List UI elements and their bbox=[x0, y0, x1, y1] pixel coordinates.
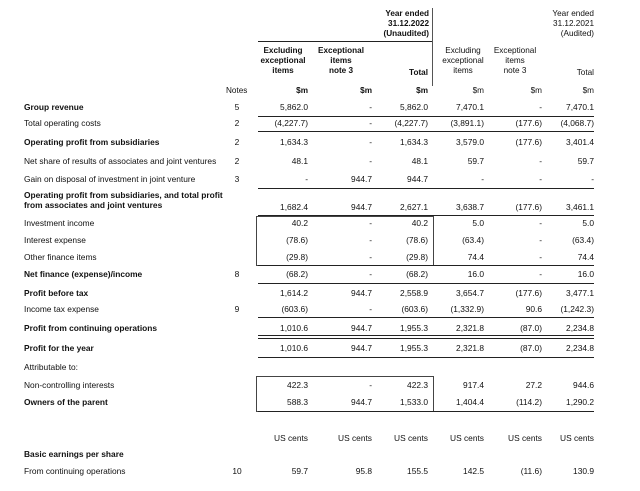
row-value-col-6: 3,461.1 bbox=[566, 202, 594, 212]
table-row bbox=[0, 343, 640, 357]
table-row bbox=[0, 304, 640, 318]
col-2021-exceptional bbox=[488, 46, 542, 76]
row-label bbox=[24, 343, 94, 353]
table-row bbox=[0, 235, 640, 249]
row-label bbox=[24, 156, 216, 166]
row-value-col-5: 27.2 bbox=[525, 380, 542, 390]
row-value-col-5: - bbox=[539, 252, 542, 262]
col-2022-exceptional bbox=[314, 46, 368, 76]
row-value-col-3: 422.3 bbox=[407, 380, 428, 390]
table-row bbox=[0, 288, 640, 302]
row-value-col-4: US cents bbox=[450, 433, 484, 443]
rule-after-revenue bbox=[258, 116, 594, 117]
row-value-col-1: 59.7 bbox=[291, 466, 308, 476]
row-value-col-5: - bbox=[539, 156, 542, 166]
row-value-col-2: - bbox=[369, 304, 372, 314]
col-2022-exc-l2: items bbox=[330, 56, 352, 65]
header-year-2022-line3: (Unaudited) bbox=[383, 29, 429, 38]
row-value-col-5: (11.6) bbox=[520, 466, 542, 476]
row-label bbox=[24, 137, 159, 147]
col-2021-excl-l1: Excluding bbox=[445, 46, 481, 55]
table-row bbox=[0, 449, 640, 463]
row-value-col-6: 2,234.8 bbox=[566, 323, 594, 333]
row-value-col-5: - bbox=[539, 102, 542, 112]
row-value-col-3: 1,634.3 bbox=[400, 137, 428, 147]
row-label bbox=[24, 288, 88, 298]
row-value-col-1: 1,010.6 bbox=[280, 323, 308, 333]
col-2021-exc-l3: note 3 bbox=[503, 66, 527, 75]
row-note: 8 bbox=[234, 269, 240, 279]
row-label-text-line2: from associates and joint ventures bbox=[24, 200, 163, 210]
header-year-2021-line1: Year ended bbox=[552, 9, 594, 18]
row-value-col-6: 59.7 bbox=[577, 156, 594, 166]
row-value-col-6: - bbox=[591, 174, 594, 184]
table-row bbox=[0, 397, 640, 411]
table-row bbox=[0, 118, 640, 132]
row-note: 10 bbox=[232, 466, 242, 476]
row-value-col-6: 2,234.8 bbox=[566, 343, 594, 353]
row-value-col-3: (4,227.7) bbox=[394, 118, 428, 128]
rule-before-finance bbox=[258, 215, 594, 216]
row-value-col-1: (29.8) bbox=[286, 252, 308, 262]
row-value-col-4: (3,891.1) bbox=[450, 118, 484, 128]
row-value-col-2: US cents bbox=[338, 433, 372, 443]
row-label bbox=[24, 323, 157, 333]
row-value-col-3: (78.6) bbox=[406, 235, 428, 245]
rule-after-other-finance bbox=[258, 265, 594, 266]
row-value-col-1: (603.6) bbox=[281, 304, 308, 314]
row-value-col-6: (63.4) bbox=[572, 235, 594, 245]
row-value-col-4: 3,638.7 bbox=[456, 202, 484, 212]
col-2022-exc-l1: Exceptional bbox=[318, 46, 364, 55]
unit-2021-total: $m bbox=[582, 86, 594, 95]
row-value-col-4: 59.7 bbox=[467, 156, 484, 166]
row-label bbox=[24, 304, 99, 314]
row-value-col-4: 7,470.1 bbox=[456, 102, 484, 112]
row-value-col-4: 2,321.8 bbox=[456, 343, 484, 353]
row-label-text: Profit for the year bbox=[24, 343, 94, 353]
row-value-col-2: 944.7 bbox=[351, 323, 372, 333]
row-value-col-2: - bbox=[369, 137, 372, 147]
row-label-text: Investment income bbox=[24, 218, 95, 228]
row-value-col-3: US cents bbox=[394, 433, 428, 443]
row-value-col-3: 48.1 bbox=[411, 156, 428, 166]
table-row bbox=[0, 156, 640, 170]
row-value-col-5: (177.6) bbox=[515, 137, 542, 147]
row-label bbox=[24, 118, 101, 128]
row-value-col-6: 3,401.4 bbox=[566, 137, 594, 147]
row-value-col-2: - bbox=[369, 380, 372, 390]
row-label bbox=[24, 190, 223, 210]
row-note: 5 bbox=[234, 102, 240, 112]
row-value-col-6: 5.0 bbox=[582, 218, 594, 228]
row-value-col-6: 130.9 bbox=[573, 466, 594, 476]
row-value-col-4: (1,332.9) bbox=[450, 304, 484, 314]
table-row bbox=[0, 433, 640, 447]
row-label-text: Non-controlling interests bbox=[24, 380, 115, 390]
row-label-text: Total operating costs bbox=[24, 118, 101, 128]
col-2021-excl-l2: exceptional bbox=[442, 56, 484, 65]
row-label bbox=[24, 380, 114, 390]
row-label bbox=[24, 362, 78, 372]
row-value-col-3: 2,627.1 bbox=[400, 202, 428, 212]
row-value-col-5: - bbox=[539, 269, 542, 279]
row-value-col-3: 1,533.0 bbox=[400, 397, 428, 407]
rule-after-gain bbox=[258, 188, 594, 189]
header-year-2021-line3: (Audited) bbox=[560, 29, 594, 38]
row-value-col-3: (603.6) bbox=[401, 304, 428, 314]
row-value-col-6: 7,470.1 bbox=[566, 102, 594, 112]
table-row bbox=[0, 218, 640, 232]
row-value-col-2: 944.7 bbox=[351, 288, 372, 298]
row-label-text: Gain on disposal of investment in joint venture bbox=[24, 174, 196, 184]
row-value-col-5: (87.0) bbox=[520, 323, 542, 333]
header-year-2021-line2: 31.12.2021 bbox=[553, 19, 594, 28]
row-value-col-2: - bbox=[369, 118, 372, 128]
row-note: 2 bbox=[234, 118, 240, 128]
row-value-col-5: (177.6) bbox=[515, 202, 542, 212]
table-row bbox=[0, 174, 640, 188]
row-value-col-2: 944.7 bbox=[351, 343, 372, 353]
row-value-col-4: 3,654.7 bbox=[456, 288, 484, 298]
col-2022-excl-l2: exceptional bbox=[260, 56, 306, 65]
row-value-col-5: 90.6 bbox=[525, 304, 542, 314]
row-value-col-1: (4,227.7) bbox=[274, 118, 308, 128]
row-label bbox=[24, 102, 84, 112]
table-row bbox=[0, 362, 640, 376]
rule-after-profit-year bbox=[258, 357, 594, 358]
table-row bbox=[0, 466, 640, 480]
row-label-text: Interest expense bbox=[24, 235, 86, 245]
header-year-2022-line1: Year ended bbox=[385, 9, 429, 18]
col-2021-total: Total bbox=[576, 68, 594, 77]
row-note: 2 bbox=[234, 137, 240, 147]
row-label-text: Operating profit from subsidiaries bbox=[24, 137, 160, 147]
row-value-col-4: 2,321.8 bbox=[456, 323, 484, 333]
row-value-col-2: 944.7 bbox=[351, 174, 372, 184]
col-2021-exc-l1: Exceptional bbox=[493, 46, 537, 55]
notes-header: Notes bbox=[226, 86, 248, 95]
table-row bbox=[0, 190, 640, 214]
row-value-col-4: 16.0 bbox=[467, 269, 484, 279]
row-label bbox=[24, 466, 126, 476]
row-label-text: Profit from continuing operations bbox=[24, 323, 158, 333]
row-label-text: Attributable to: bbox=[24, 362, 79, 372]
row-value-col-1: (68.2) bbox=[286, 269, 308, 279]
row-value-col-1: 1,010.6 bbox=[280, 343, 308, 353]
row-value-col-4: - bbox=[481, 174, 484, 184]
row-value-col-6: 1,290.2 bbox=[566, 397, 594, 407]
row-value-col-5: - bbox=[539, 235, 542, 245]
header-year-2022-line2: 31.12.2022 bbox=[388, 19, 429, 28]
header-year-2022 bbox=[372, 9, 429, 39]
row-value-col-1: US cents bbox=[274, 433, 308, 443]
row-value-col-3: 40.2 bbox=[411, 218, 428, 228]
row-value-col-6: (1,242.3) bbox=[560, 304, 594, 314]
rule-after-net-finance bbox=[258, 283, 594, 284]
row-value-col-1: 422.3 bbox=[287, 380, 308, 390]
row-value-col-4: (63.4) bbox=[462, 235, 484, 245]
row-value-col-5: (177.6) bbox=[515, 118, 542, 128]
row-value-col-4: 917.4 bbox=[463, 380, 484, 390]
col-2022-excl-l3: items bbox=[272, 66, 294, 75]
rule-after-opcosts bbox=[258, 131, 594, 132]
row-label bbox=[24, 235, 86, 245]
rule-after-owners bbox=[258, 411, 594, 412]
unit-2022-total: $m bbox=[416, 86, 428, 95]
row-value-col-5: (177.6) bbox=[515, 288, 542, 298]
row-label bbox=[24, 397, 108, 407]
row-value-col-3: 1,955.3 bbox=[400, 343, 428, 353]
row-value-col-1: 588.3 bbox=[287, 397, 308, 407]
row-value-col-3: 155.5 bbox=[407, 466, 428, 476]
row-value-col-4: 1,404.4 bbox=[456, 397, 484, 407]
row-label bbox=[24, 252, 97, 262]
row-note: 2 bbox=[234, 156, 240, 166]
row-value-col-1: 1,614.2 bbox=[280, 288, 308, 298]
unit-2022-excl: $m bbox=[296, 86, 308, 95]
row-value-col-3: 2,558.9 bbox=[400, 288, 428, 298]
row-value-col-6: 944.6 bbox=[573, 380, 594, 390]
row-value-col-2: - bbox=[369, 252, 372, 262]
row-value-col-6: 3,477.1 bbox=[566, 288, 594, 298]
row-value-col-2: 944.7 bbox=[351, 202, 372, 212]
row-label-text: Net share of results of associates and joint ventures bbox=[24, 156, 217, 166]
row-value-col-5: (114.2) bbox=[516, 397, 542, 407]
row-value-col-5: (87.0) bbox=[520, 343, 542, 353]
row-value-col-5: US cents bbox=[508, 433, 542, 443]
row-label-text: Basic earnings per share bbox=[24, 449, 124, 459]
col-2021-exc-l2: items bbox=[505, 56, 525, 65]
row-label-text: Income tax expense bbox=[24, 304, 99, 314]
row-label bbox=[24, 174, 195, 184]
rule-double-1 bbox=[258, 335, 594, 336]
col-2021-excl-l3: items bbox=[453, 66, 473, 75]
row-value-col-2: - bbox=[369, 235, 372, 245]
row-value-col-1: - bbox=[305, 174, 308, 184]
year-divider bbox=[432, 8, 433, 86]
row-value-col-4: 3,579.0 bbox=[456, 137, 484, 147]
header-year-2021 bbox=[535, 9, 594, 39]
row-value-col-4: 142.5 bbox=[463, 466, 484, 476]
rule-double-2 bbox=[258, 338, 594, 339]
row-label bbox=[24, 218, 94, 228]
row-note: 9 bbox=[234, 304, 240, 314]
row-value-col-6: (4,068.7) bbox=[560, 118, 594, 128]
col-2022-excl-l1: Excluding bbox=[263, 46, 303, 55]
row-value-col-2: - bbox=[369, 156, 372, 166]
row-value-col-1: 48.1 bbox=[291, 156, 308, 166]
row-value-col-2: 944.7 bbox=[351, 397, 372, 407]
unit-2021-exc: $m bbox=[530, 86, 542, 95]
row-value-col-5: - bbox=[539, 218, 542, 228]
unit-2022-exc: $m bbox=[360, 86, 372, 95]
col-2022-total: Total bbox=[409, 68, 428, 77]
row-value-col-1: (78.6) bbox=[286, 235, 308, 245]
table-row bbox=[0, 380, 640, 394]
row-note: 3 bbox=[234, 174, 240, 184]
row-value-col-2: 95.8 bbox=[355, 466, 372, 476]
row-value-col-6: 16.0 bbox=[577, 269, 594, 279]
header-rule-2022 bbox=[258, 41, 432, 42]
row-label-text: Profit before tax bbox=[24, 288, 89, 298]
row-value-col-1: 40.2 bbox=[291, 218, 308, 228]
row-label-text: Group revenue bbox=[24, 102, 84, 112]
col-2022-excluding bbox=[256, 46, 310, 76]
row-label bbox=[24, 449, 124, 459]
row-value-col-4: 5.0 bbox=[472, 218, 484, 228]
row-value-col-4: 74.4 bbox=[467, 252, 484, 262]
row-label-text: Owners of the parent bbox=[24, 397, 108, 407]
col-2021-excluding bbox=[436, 46, 490, 76]
row-value-col-5: - bbox=[539, 174, 542, 184]
row-value-col-1: 1,682.4 bbox=[280, 202, 308, 212]
table-row bbox=[0, 102, 640, 116]
table-row bbox=[0, 252, 640, 266]
col-2022-exc-l3: note 3 bbox=[328, 66, 354, 75]
row-label-text: Net finance (expense)/income bbox=[24, 269, 143, 279]
row-label-text: Other finance items bbox=[24, 252, 97, 262]
row-value-col-2: - bbox=[369, 269, 372, 279]
row-value-col-3: (29.8) bbox=[406, 252, 428, 262]
row-value-col-6: 74.4 bbox=[577, 252, 594, 262]
row-label-text: Operating profit from subsidiaries, and total profit bbox=[24, 190, 223, 200]
row-label bbox=[24, 269, 142, 279]
row-value-col-3: 1,955.3 bbox=[400, 323, 428, 333]
row-value-col-3: (68.2) bbox=[406, 269, 428, 279]
table-row bbox=[0, 269, 640, 283]
row-value-col-1: 1,634.3 bbox=[280, 137, 308, 147]
row-value-col-1: 5,862.0 bbox=[280, 102, 308, 112]
row-value-col-2: - bbox=[369, 102, 372, 112]
row-value-col-2: - bbox=[369, 218, 372, 228]
unit-2021-excl: $m bbox=[472, 86, 484, 95]
row-value-col-3: 5,862.0 bbox=[400, 102, 428, 112]
row-label-text: From continuing operations bbox=[24, 466, 126, 476]
row-value-col-6: US cents bbox=[560, 433, 594, 443]
table-row bbox=[0, 137, 640, 151]
row-value-col-3: 944.7 bbox=[407, 174, 428, 184]
rule-after-tax bbox=[258, 317, 594, 318]
